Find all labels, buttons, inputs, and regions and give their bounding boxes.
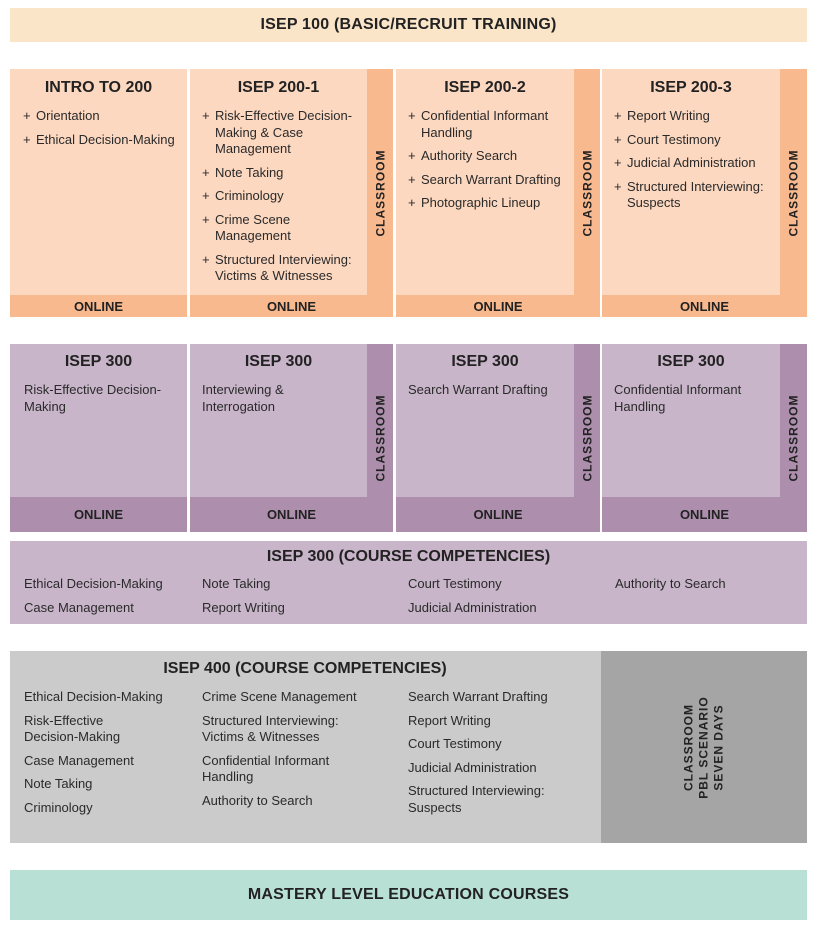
intro-200-block	[10, 69, 187, 317]
classroom-label: CLASSROOM	[574, 69, 600, 317]
list-item: + Structured Interviewing: Suspects	[614, 178, 764, 210]
list-item: Case Management	[24, 752, 134, 768]
classroom-label: CLASSROOM	[367, 69, 393, 317]
list-item: + Risk-Effective Decision-Making & Case Management	[202, 108, 353, 156]
list-item: + Structured Interviewing: Victims & Witnesses	[202, 251, 352, 283]
list-item: + Orientation	[23, 108, 100, 123]
isep-300-block-4	[602, 344, 807, 532]
isep-200-3-list	[614, 108, 778, 219]
online-label: ONLINE	[10, 295, 187, 317]
list-item: Authority to Search	[202, 792, 313, 808]
list-item: + Report Writing	[614, 108, 710, 123]
list-item: + Ethical Decision-Making	[23, 131, 175, 147]
competency-column	[24, 689, 194, 823]
isep-200-3-title: ISEP 200-3	[650, 79, 732, 96]
list-item: Judicial Administration	[408, 759, 537, 775]
competency-column	[408, 689, 598, 823]
isep-200-1-title: ISEP 200-1	[237, 79, 320, 96]
list-item: + Criminology	[202, 188, 284, 203]
list-item: + Confidential Informant Handling	[408, 108, 549, 140]
list-item: + Crime Scene Management	[202, 211, 291, 243]
isep-300-title: ISEP 300	[244, 353, 313, 370]
list-item: + Judicial Administration	[614, 155, 756, 170]
competency-column	[24, 576, 194, 623]
intro-200-list	[23, 108, 183, 155]
isep-300-block-1	[10, 344, 187, 532]
list-item: Note Taking	[202, 576, 271, 591]
online-label: ONLINE	[396, 295, 600, 317]
list-item: Report Writing	[202, 599, 285, 615]
isep100-title: ISEP 100 (BASIC/RECRUIT TRAINING)	[260, 16, 557, 33]
list-item: Structured Interviewing: Suspects	[408, 783, 545, 815]
list-item: + Note Taking	[202, 164, 284, 180]
competency-column	[408, 576, 598, 623]
competency-column	[615, 576, 795, 600]
classroom-label: CLASSROOM	[574, 344, 600, 532]
isep-300-block-2	[190, 344, 393, 532]
intro-200-title: INTRO TO 200	[44, 79, 153, 96]
list-item: + Photographic Lineup	[408, 195, 541, 210]
isep-200-1-list	[202, 108, 364, 292]
isep-200-1-block	[190, 69, 393, 317]
isep100-banner	[10, 8, 807, 42]
competency-column	[202, 576, 382, 623]
list-item: Risk-Effective Decision-Making	[24, 712, 121, 744]
list-item: Court Testimony	[408, 736, 502, 751]
online-label: ONLINE	[396, 497, 600, 532]
list-item: Note Taking	[24, 776, 93, 791]
list-item: Court Testimony	[408, 576, 502, 591]
isep-200-3-block	[602, 69, 807, 317]
online-label: ONLINE	[190, 295, 393, 317]
stamp-line: PBL SCENARIO	[696, 695, 711, 799]
online-label: ONLINE	[602, 497, 807, 532]
list-item: + Court Testimony	[614, 131, 721, 147]
mastery-title: MASTERY LEVEL EDUCATION COURSES	[247, 886, 570, 903]
list-item: Crime Scene Management	[202, 689, 357, 704]
list-item: Case Management	[24, 599, 134, 615]
list-item: Ethical Decision-Making	[24, 576, 163, 591]
stamp-line: SEVEN DAYS	[711, 703, 726, 791]
competency-column	[202, 689, 387, 816]
list-item: Search Warrant Drafting	[408, 689, 548, 704]
classroom-label: CLASSROOM	[780, 344, 807, 532]
classroom-pbl-label	[601, 651, 807, 843]
list-item: + Search Warrant Drafting	[408, 171, 561, 187]
competencies-title: ISEP 300 (COURSE COMPETENCIES)	[266, 548, 551, 565]
isep-300-title: ISEP 300	[657, 353, 725, 370]
list-item: + Authority Search	[408, 148, 518, 163]
online-label: ONLINE	[602, 295, 807, 317]
list-item: Ethical Decision-Making	[24, 689, 163, 704]
isep-400-title: ISEP 400 (COURSE COMPETENCIES)	[163, 660, 447, 677]
course-description: Interviewing & Interrogation	[202, 382, 284, 414]
list-item: Structured Interviewing: Victims & Witnesses	[202, 712, 339, 744]
list-item: Confidential Informant Handling	[202, 752, 330, 784]
isep-200-2-list	[408, 108, 570, 219]
course-description: Risk-Effective Decision-Making	[24, 382, 162, 414]
isep-300-title: ISEP 300	[64, 353, 133, 370]
online-label: ONLINE	[190, 497, 393, 532]
isep-200-2-block	[396, 69, 600, 317]
classroom-label: CLASSROOM	[780, 69, 807, 317]
course-description: Search Warrant Drafting	[408, 382, 548, 397]
online-label: ONLINE	[10, 497, 187, 532]
list-item: Criminology	[24, 799, 93, 815]
isep-200-2-title: ISEP 200-2	[444, 79, 526, 96]
classroom-label: CLASSROOM	[367, 344, 393, 532]
isep-300-block-3	[396, 344, 600, 532]
course-description: Confidential Informant Handling	[614, 382, 742, 414]
isep-300-title: ISEP 300	[451, 353, 519, 370]
list-item: Report Writing	[408, 712, 491, 728]
list-item: Authority to Search	[615, 576, 726, 591]
isep-400-block	[10, 651, 807, 843]
isep-300-competencies	[10, 541, 807, 624]
mastery-banner	[10, 870, 807, 920]
stamp-line: CLASSROOM	[681, 703, 696, 791]
list-item: Judicial Administration	[408, 599, 537, 615]
